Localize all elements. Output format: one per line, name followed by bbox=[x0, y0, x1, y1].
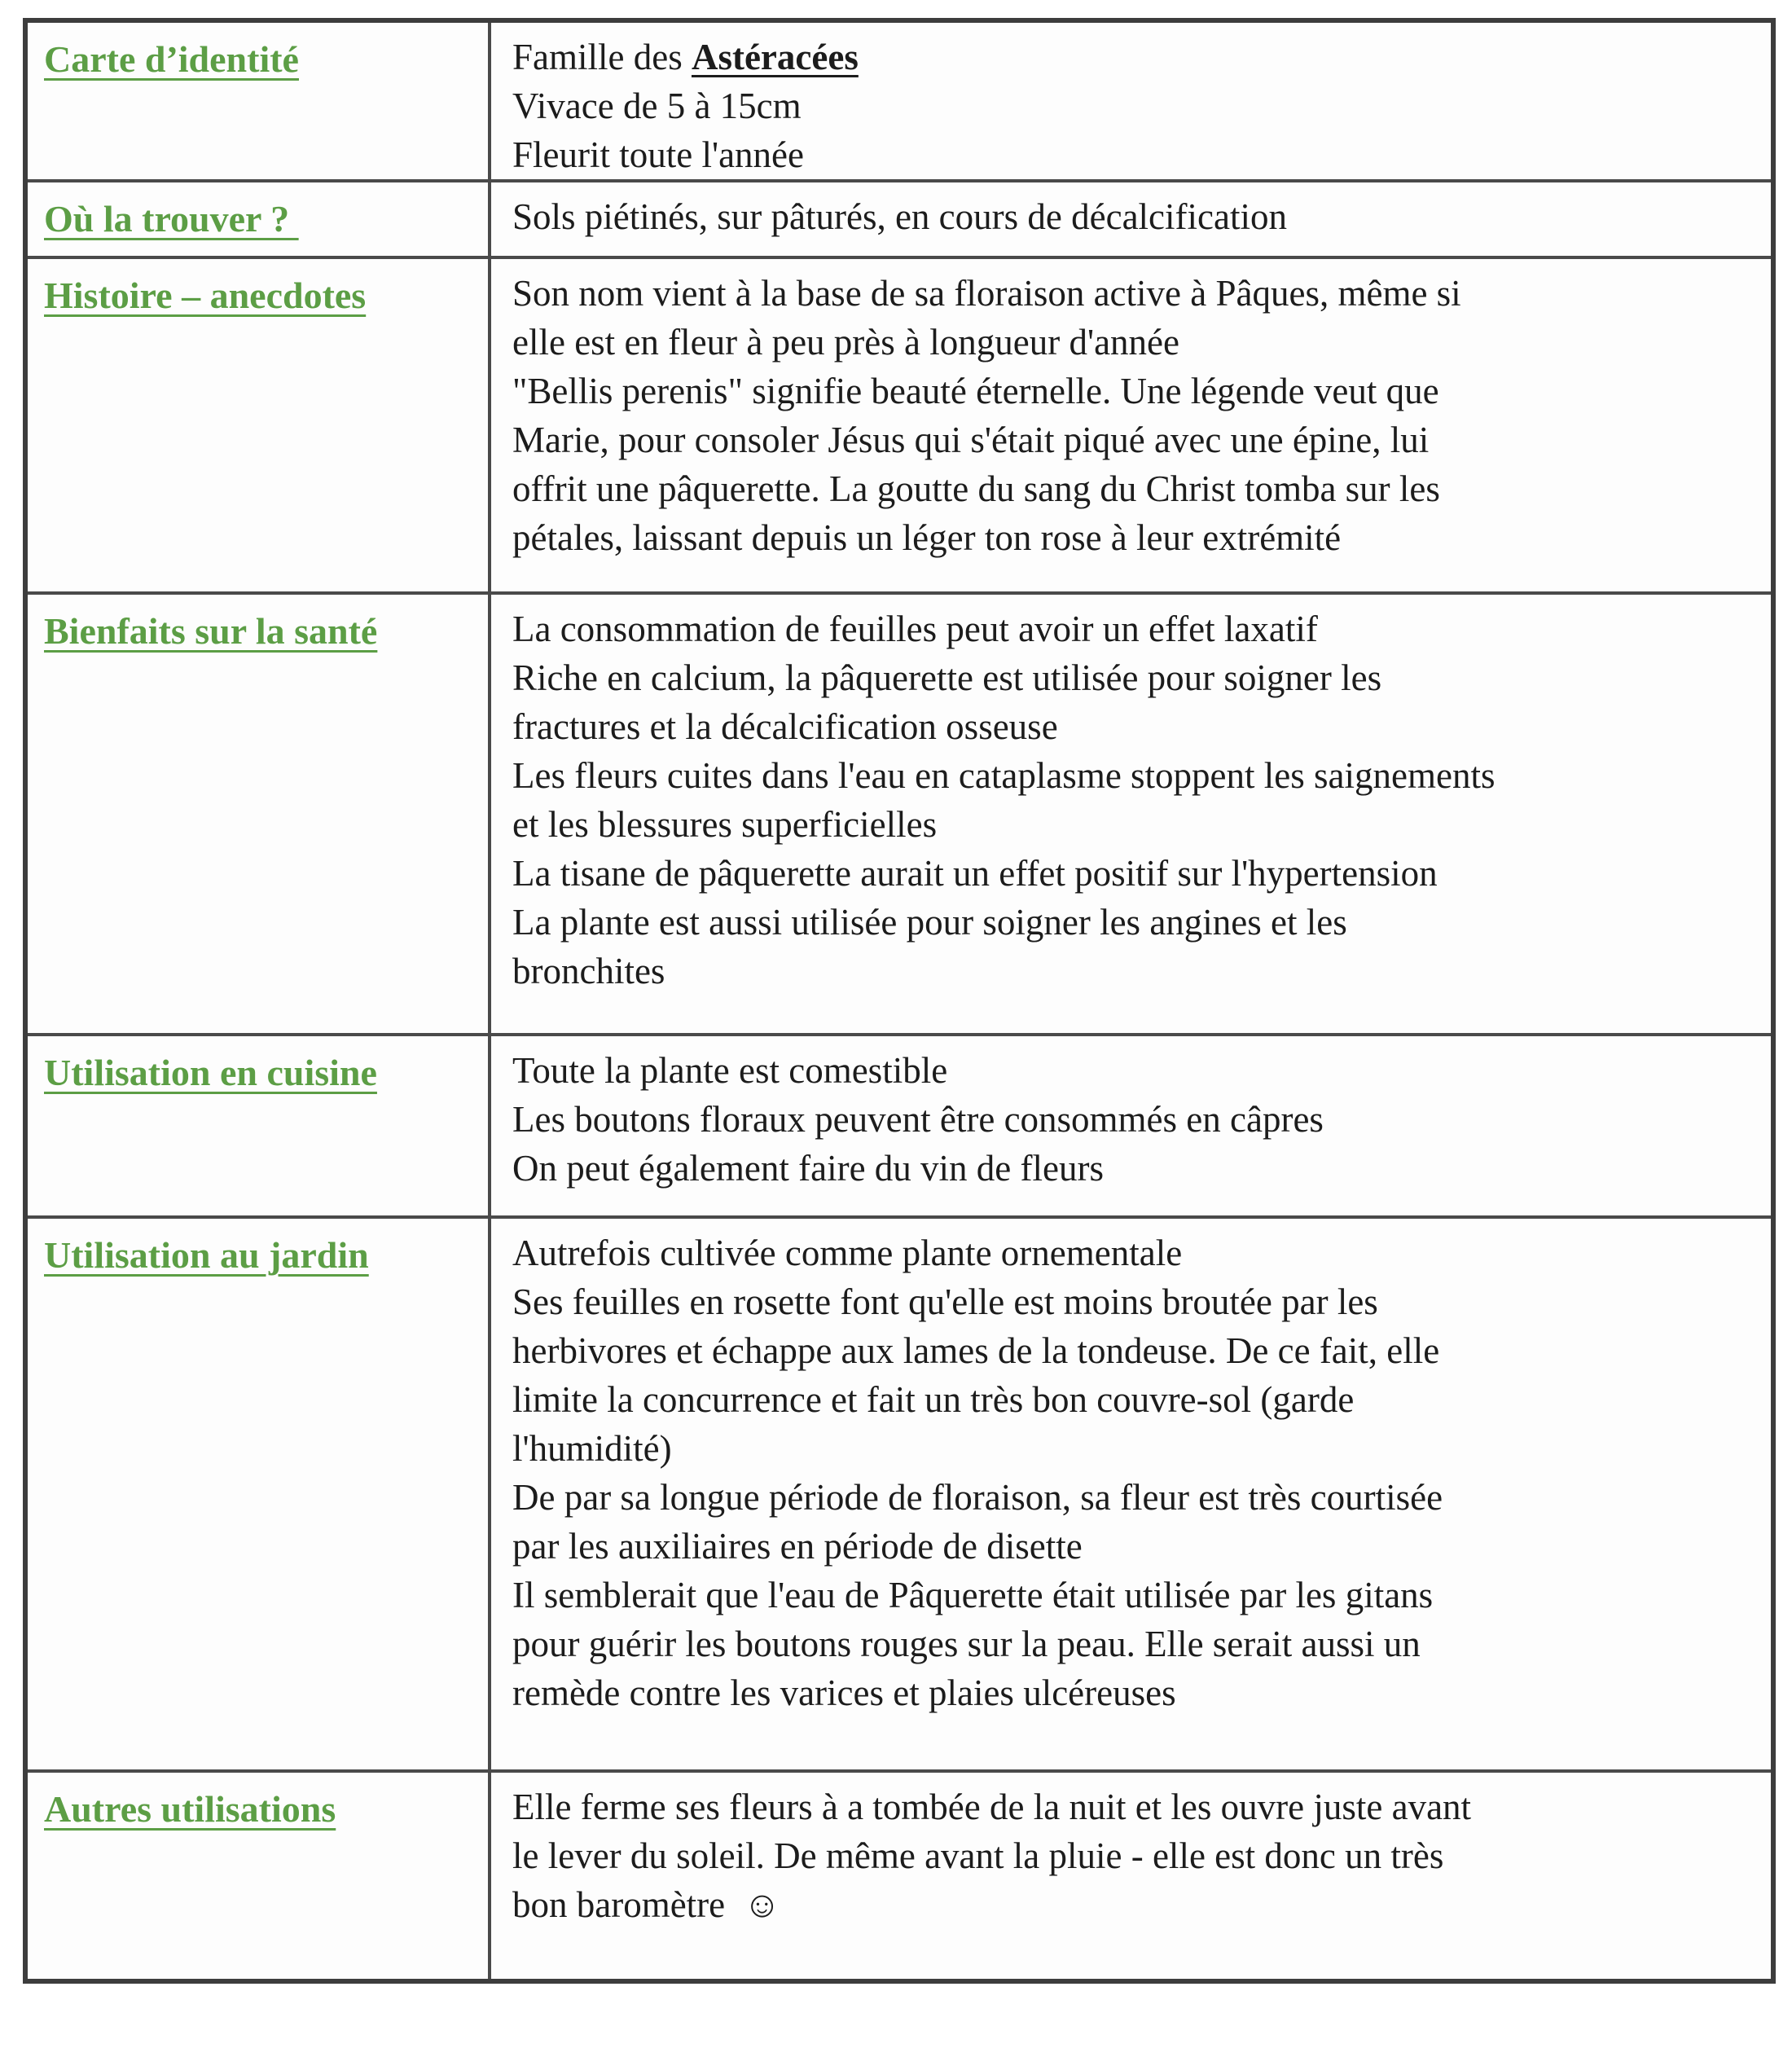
text-segment: Ses feuilles en rosette font qu'elle est moins broutée par les bbox=[512, 1281, 1378, 1322]
text-segment: bronchites bbox=[512, 951, 665, 991]
text-segment: Il semblerait que l'eau de Pâquerette était utilisée par les gitans bbox=[512, 1575, 1434, 1615]
row-header-label: Autres utilisations bbox=[44, 1788, 336, 1830]
table-body bbox=[25, 20, 1773, 1981]
row-body-cell bbox=[490, 1771, 1773, 1981]
text-segment: Marie, pour consoler Jésus qui s'était piqué avec une épine, lui bbox=[512, 420, 1430, 460]
text-segment: bon baromètre bbox=[512, 1884, 744, 1925]
body-line bbox=[512, 947, 1759, 996]
row-header-cell bbox=[25, 1771, 490, 1981]
row-header-label: Utilisation en cuisine bbox=[44, 1052, 377, 1093]
body-line bbox=[512, 898, 1759, 947]
row-body-cell bbox=[490, 593, 1773, 1035]
body-line bbox=[512, 1375, 1759, 1424]
text-segment: Les fleurs cuites dans l'eau en cataplasme stoppent les saignements bbox=[512, 755, 1496, 796]
text-segment: pour guérir les boutons rouges sur la peau. Elle serait aussi un bbox=[512, 1624, 1421, 1664]
body-line bbox=[512, 1046, 1759, 1095]
row-body-cell bbox=[490, 1035, 1773, 1217]
body-line bbox=[512, 415, 1759, 464]
body-line bbox=[512, 269, 1759, 318]
text-segment: par les auxiliaires en période de disette bbox=[512, 1526, 1083, 1567]
text-segment: remède contre les varices et plaies ulcéreuses bbox=[512, 1672, 1176, 1713]
row-header-label: Où la trouver ? bbox=[44, 198, 299, 240]
body-line bbox=[512, 849, 1759, 898]
body-line bbox=[512, 464, 1759, 513]
body-line bbox=[512, 192, 1759, 241]
row-header-label: Carte d’identité bbox=[44, 38, 299, 80]
body-line bbox=[512, 81, 1759, 130]
text-segment: La consommation de feuilles peut avoir un effet laxatif bbox=[512, 609, 1318, 649]
text-segment: La plante est aussi utilisée pour soigner les angines et les bbox=[512, 902, 1347, 943]
body-line bbox=[512, 318, 1759, 367]
smiley-icon: ☺ bbox=[743, 1884, 781, 1925]
plant-info-table bbox=[23, 18, 1776, 1984]
table-row bbox=[25, 1217, 1773, 1771]
row-body-cell bbox=[490, 20, 1773, 181]
text-segment: Autrefois cultivée comme plante ornementale bbox=[512, 1233, 1183, 1273]
table-row bbox=[25, 1771, 1773, 1981]
body-line bbox=[512, 800, 1759, 849]
table-row bbox=[25, 181, 1773, 257]
body-line bbox=[512, 604, 1759, 653]
body-line bbox=[512, 653, 1759, 702]
row-body-cell bbox=[490, 1217, 1773, 1771]
body-line bbox=[512, 1095, 1759, 1144]
row-header-cell bbox=[25, 257, 490, 593]
table-row bbox=[25, 257, 1773, 593]
text-segment: De par sa longue période de floraison, sa fleur est très courtisée bbox=[512, 1477, 1443, 1518]
table-row bbox=[25, 1035, 1773, 1217]
body-line bbox=[512, 1620, 1759, 1668]
row-header-label: Bienfaits sur la santé bbox=[44, 610, 378, 652]
text-segment: Son nom vient à la base de sa floraison active à Pâques, même si bbox=[512, 273, 1461, 314]
text-segment: Les boutons floraux peuvent être consommés en câpres bbox=[512, 1099, 1324, 1140]
text-segment: elle est en fleur à peu près à longueur d'année bbox=[512, 322, 1179, 363]
text-segment: pétales, laissant depuis un léger ton rose à leur extrémité bbox=[512, 517, 1342, 558]
body-line bbox=[512, 130, 1759, 179]
body-line bbox=[512, 513, 1759, 562]
text-segment: l'humidité) bbox=[512, 1428, 672, 1469]
text-segment: limite la concurrence et fait un très bon couvre-sol (garde bbox=[512, 1379, 1355, 1420]
text-segment: Astéracées bbox=[691, 37, 859, 77]
text-segment: et les blessures superficielles bbox=[512, 804, 938, 845]
text-segment: fractures et la décalcification osseuse bbox=[512, 706, 1058, 747]
body-line bbox=[512, 1782, 1759, 1831]
text-segment: Famille des bbox=[512, 37, 692, 77]
text-segment: Toute la plante est comestible bbox=[512, 1050, 948, 1091]
row-header-cell bbox=[25, 181, 490, 257]
row-header-label: Histoire – anecdotes bbox=[44, 275, 367, 316]
text-segment: offrit une pâquerette. La goutte du sang du Christ tomba sur les bbox=[512, 468, 1440, 509]
text-segment: Sols piétinés, sur pâturés, en cours de décalcification bbox=[512, 196, 1287, 237]
row-header-cell bbox=[25, 1035, 490, 1217]
row-header-label: Utilisation au jardin bbox=[44, 1234, 369, 1276]
text-segment: Elle ferme ses fleurs à a tombée de la nuit et les ouvre juste avant bbox=[512, 1787, 1472, 1827]
body-line bbox=[512, 1277, 1759, 1326]
row-body-cell bbox=[490, 257, 1773, 593]
text-segment: La tisane de pâquerette aurait un effet positif sur l'hypertension bbox=[512, 853, 1438, 894]
body-line bbox=[512, 1228, 1759, 1277]
body-line bbox=[512, 33, 1759, 81]
table-row bbox=[25, 20, 1773, 181]
body-line bbox=[512, 702, 1759, 751]
text-segment: Fleurit toute l'année bbox=[512, 134, 805, 175]
row-body-cell bbox=[490, 181, 1773, 257]
text-segment: On peut également faire du vin de fleurs bbox=[512, 1148, 1104, 1189]
row-header-cell bbox=[25, 1217, 490, 1771]
body-line bbox=[512, 1668, 1759, 1717]
table-row bbox=[25, 593, 1773, 1035]
body-line bbox=[512, 751, 1759, 800]
body-line bbox=[512, 1326, 1759, 1375]
row-header-cell bbox=[25, 593, 490, 1035]
row-header-cell bbox=[25, 20, 490, 181]
text-segment: herbivores et échappe aux lames de la tondeuse. De ce fait, elle bbox=[512, 1330, 1440, 1371]
body-line bbox=[512, 1880, 1759, 1929]
text-segment: Riche en calcium, la pâquerette est utilisée pour soigner les bbox=[512, 657, 1382, 698]
text-segment: le lever du soleil. De même avant la pluie - elle est donc un très bbox=[512, 1835, 1444, 1876]
body-line bbox=[512, 1831, 1759, 1880]
body-line bbox=[512, 1473, 1759, 1522]
body-line bbox=[512, 367, 1759, 415]
text-segment: Vivace de 5 à 15cm bbox=[512, 86, 802, 126]
body-line bbox=[512, 1522, 1759, 1571]
body-line bbox=[512, 1571, 1759, 1620]
body-line bbox=[512, 1144, 1759, 1193]
text-segment: "Bellis perenis" signifie beauté éternelle. Une légende veut que bbox=[512, 371, 1439, 411]
body-line bbox=[512, 1424, 1759, 1473]
